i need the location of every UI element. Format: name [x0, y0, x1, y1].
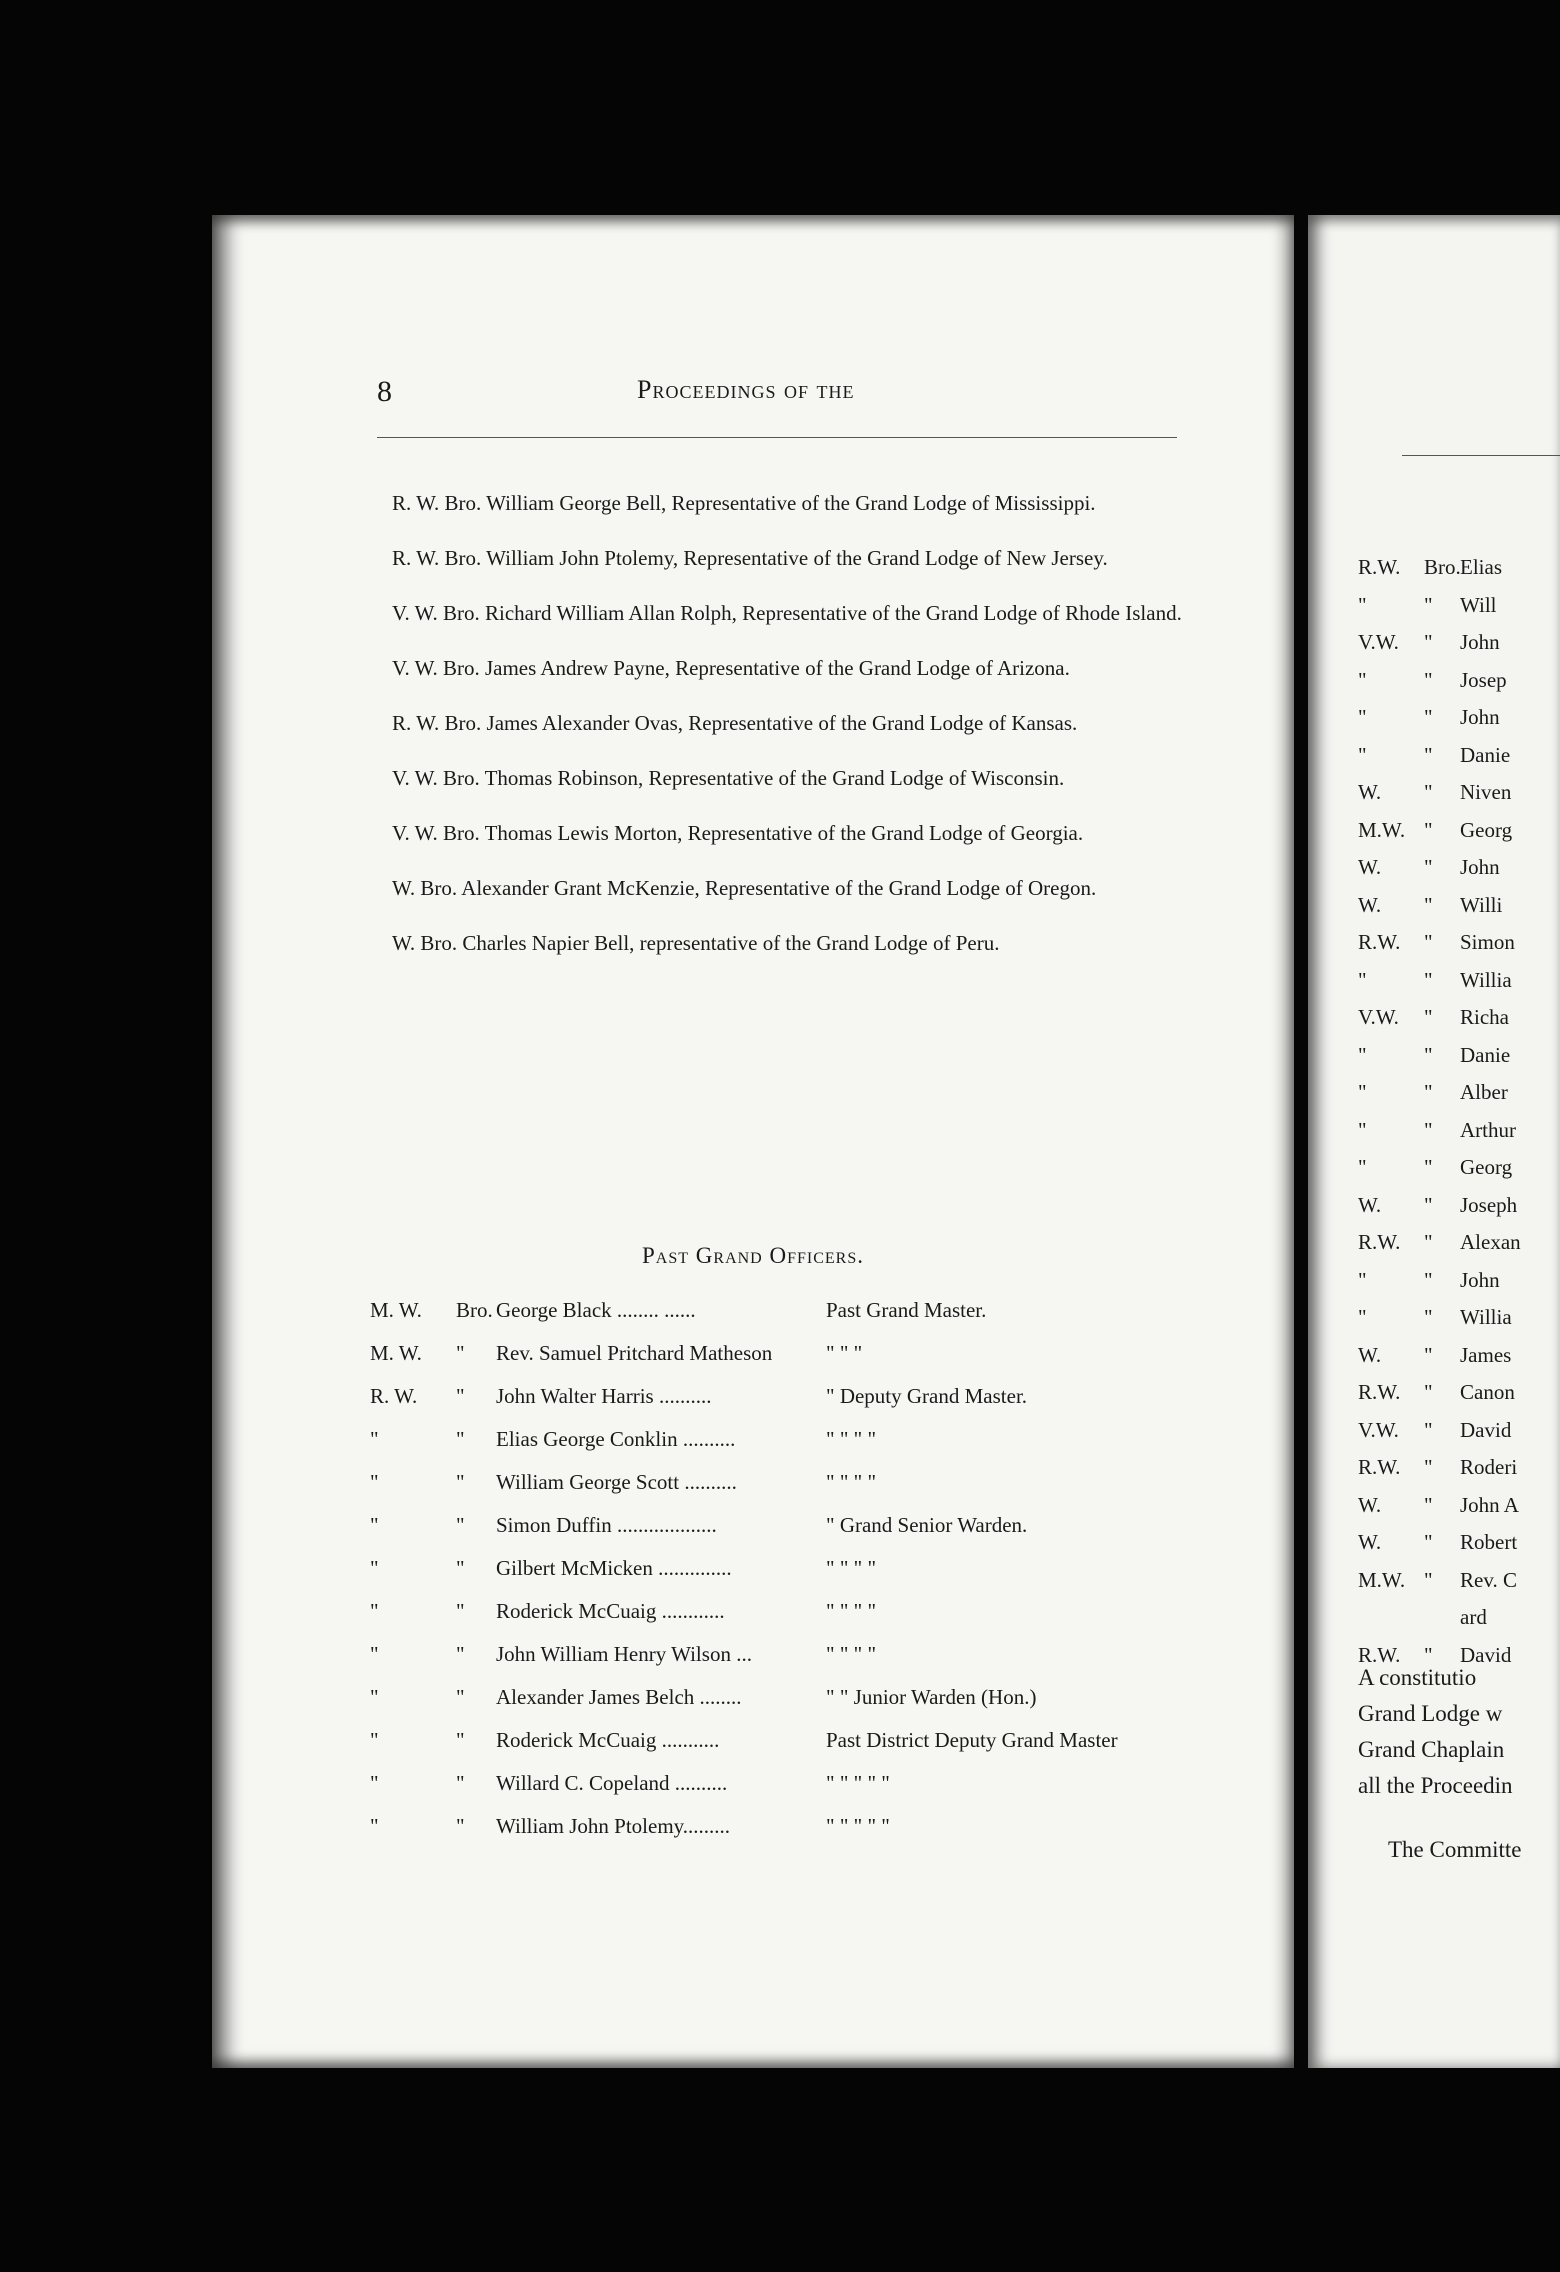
officer-name: John William Henry Wilson ... — [496, 1642, 752, 1666]
officer-row — [370, 1513, 1250, 1556]
right-name: Danie — [1460, 1042, 1511, 1067]
right-name: John — [1460, 855, 1500, 879]
officer-rank: M. W. — [370, 1298, 422, 1322]
right-name: Willia — [1460, 967, 1512, 992]
officer-bro: " — [456, 1341, 465, 1365]
right-rank: R.W. — [1358, 1455, 1401, 1479]
right-rank: " — [1358, 667, 1367, 692]
right-rank: V.W. — [1358, 630, 1399, 654]
right-bro: " — [1424, 780, 1433, 804]
officer-bro: " — [456, 1771, 465, 1795]
officer-rank: " — [370, 1599, 379, 1623]
right-bro: Bro. — [1424, 555, 1461, 579]
right-name: David — [1460, 1417, 1512, 1442]
representative-entry: R. W. Bro. William George Bell, Representative of the Grand Lodge of Mississippi. — [392, 491, 1096, 515]
officer-row — [370, 1341, 1250, 1384]
right-name: Elias — [1460, 555, 1502, 579]
officer-row — [370, 1728, 1250, 1771]
right-rank: M.W. — [1358, 1567, 1406, 1592]
right-name: Alexan — [1460, 1230, 1521, 1254]
right-name: Will — [1460, 592, 1497, 617]
right-bro: " — [1424, 1455, 1433, 1479]
right-name: Arthur — [1460, 1117, 1516, 1142]
officer-office: " " " " — [826, 1599, 877, 1623]
right-rank: R.W. — [1358, 1230, 1401, 1254]
officer-office: " " " " — [826, 1556, 877, 1580]
officer-name: William George Scott .......... — [496, 1470, 737, 1494]
officer-rank: " — [370, 1513, 379, 1537]
officer-rank: " — [370, 1814, 379, 1838]
right-bro: " — [1424, 1117, 1433, 1142]
right-bro: " — [1424, 1155, 1433, 1179]
right-name: Danie — [1460, 742, 1511, 767]
right-bro: " — [1424, 967, 1433, 992]
right-name: David — [1460, 1642, 1512, 1667]
officer-rank: M. W. — [370, 1341, 422, 1365]
officer-bro: " — [456, 1513, 465, 1537]
right-rank: R.W. — [1358, 930, 1401, 954]
officer-rank: " — [370, 1642, 379, 1666]
officer-rank: " — [370, 1556, 379, 1580]
right-bro: " — [1424, 592, 1433, 617]
officer-bro: " — [456, 1599, 465, 1623]
right-rank: " — [1358, 1267, 1367, 1292]
right-rank: R.W. — [1358, 1642, 1401, 1667]
representatives-list — [372, 465, 1202, 977]
representative-entry: R. W. Bro. William John Ptolemy, Representative of the Grand Lodge of New Jersey. — [392, 546, 1108, 570]
officer-row — [370, 1814, 1250, 1857]
officer-office: " " Junior Warden (Hon.) — [826, 1685, 1037, 1709]
right-bro: " — [1424, 1192, 1433, 1217]
representative-entry: W. Bro. Charles Napier Bell, representative of the Grand Lodge of Peru. — [392, 931, 1000, 955]
right-rank: " — [1358, 742, 1367, 767]
officer-rank: " — [370, 1728, 379, 1752]
right-bro: " — [1424, 1042, 1433, 1067]
right-bro: " — [1424, 1230, 1433, 1254]
right-name: John — [1460, 705, 1500, 729]
officer-rank: " — [370, 1427, 379, 1451]
right-name: James — [1460, 1342, 1512, 1367]
right-name: Canon — [1460, 1380, 1515, 1404]
right-name: Alber — [1460, 1080, 1508, 1104]
representative-entry: V. W. Bro. James Andrew Payne, Representative of the Grand Lodge of Arizona. — [392, 656, 1070, 680]
right-name: Georg — [1460, 817, 1513, 842]
right-bro: " — [1424, 1642, 1433, 1667]
right-name: Willia — [1460, 1305, 1512, 1329]
right-header-rule — [1402, 455, 1560, 456]
right-rank: W. — [1358, 892, 1382, 917]
officer-name: George Black ........ ...... — [496, 1298, 696, 1322]
right-bro: " — [1424, 1342, 1433, 1367]
right-name: Georg — [1460, 1155, 1513, 1179]
right-name: John — [1460, 1267, 1500, 1292]
officer-row — [370, 1599, 1250, 1642]
officer-bro: " — [456, 1384, 465, 1408]
right-rank: " — [1358, 1080, 1367, 1104]
officer-office: " " " " — [826, 1470, 877, 1494]
running-title: Proceedings of the — [637, 375, 855, 404]
right-name: Willi — [1460, 892, 1503, 917]
officer-bro: " — [456, 1642, 465, 1666]
right-name: John A — [1460, 1492, 1519, 1517]
right-rank: " — [1358, 592, 1367, 617]
right-bro: " — [1424, 742, 1433, 767]
officer-office: " " " " — [826, 1427, 877, 1451]
right-rank: R.W. — [1358, 555, 1401, 579]
officer-row — [370, 1298, 1250, 1341]
right-name: Joseph — [1460, 1192, 1518, 1217]
right-rank: V.W. — [1358, 1005, 1399, 1029]
officer-name: John Walter Harris .......... — [496, 1384, 712, 1408]
right-rank: W. — [1358, 1492, 1382, 1517]
right-bro: " — [1424, 1267, 1433, 1292]
officer-name: Roderick McCuaig ........... — [496, 1728, 720, 1752]
officer-rank: " — [370, 1685, 379, 1709]
right-rank: W. — [1358, 780, 1382, 804]
officer-office: " " " — [826, 1341, 863, 1365]
right-name: Richa — [1460, 1005, 1509, 1029]
right-name: Roderi — [1460, 1455, 1518, 1479]
officer-office: Past Grand Master. — [826, 1298, 987, 1322]
officer-bro: " — [456, 1556, 465, 1580]
officer-office: " " " " " — [826, 1771, 890, 1795]
right-bro: " — [1424, 1305, 1433, 1329]
officer-name: Alexander James Belch ........ — [496, 1685, 742, 1709]
right-bro: " — [1424, 705, 1433, 729]
officer-name: Willard C. Copeland .......... — [496, 1771, 728, 1795]
right-paragraph-line: A constitutio — [1358, 1665, 1477, 1690]
officer-rank: " — [370, 1470, 379, 1494]
officer-bro: " — [456, 1427, 465, 1451]
right-paragraph-line: Grand Chaplain — [1358, 1737, 1505, 1762]
right-name: John — [1460, 630, 1500, 654]
page-number: 8 — [377, 375, 392, 408]
right-last-line: The Committe — [1388, 1837, 1522, 1862]
right-rank: V.W. — [1358, 1417, 1399, 1442]
officer-row — [370, 1384, 1250, 1427]
officer-name: Roderick McCuaig ............ — [496, 1599, 725, 1623]
officer-name: Simon Duffin ................... — [496, 1513, 717, 1537]
representative-entry: V. W. Bro. Thomas Robinson, Representative of the Grand Lodge of Wisconsin. — [392, 766, 1065, 790]
officer-name: Gilbert McMicken .............. — [496, 1556, 732, 1580]
right-bro: " — [1424, 1080, 1433, 1104]
officer-bro: " — [456, 1470, 465, 1494]
right-rank: W. — [1358, 1342, 1382, 1367]
officer-bro: Bro. — [456, 1298, 493, 1322]
right-rank: " — [1358, 1042, 1367, 1067]
right-rank: W. — [1358, 1530, 1382, 1554]
representative-entry: V. W. Bro. Thomas Lewis Morton, Representative of the Grand Lodge of Georgia. — [392, 821, 1084, 845]
right-bro: " — [1424, 1417, 1433, 1442]
officer-office: " " " " — [826, 1642, 877, 1666]
right-rank: " — [1358, 967, 1367, 992]
representative-entry: R. W. Bro. James Alexander Ovas, Representative of the Grand Lodge of Kansas. — [392, 711, 1078, 735]
officer-row — [370, 1642, 1250, 1685]
officer-name: Rev. Samuel Pritchard Matheson — [496, 1341, 773, 1365]
right-bro: " — [1424, 817, 1433, 842]
officer-office: " Deputy Grand Master. — [826, 1384, 1028, 1408]
right-name: ard — [1460, 1605, 1487, 1629]
right-name: Rev. C — [1460, 1567, 1517, 1592]
right-bro: " — [1424, 630, 1433, 654]
right-bro: " — [1424, 1530, 1433, 1554]
left-page — [212, 215, 1294, 2068]
right-bro: " — [1424, 667, 1433, 692]
officer-rank: R. W. — [370, 1384, 418, 1408]
right-name: Niven — [1460, 780, 1512, 804]
right-bro: " — [1424, 892, 1433, 917]
right-name: Simon — [1460, 930, 1515, 954]
right-paragraph-line: Grand Lodge w — [1358, 1701, 1503, 1726]
officer-office: Past District Deputy Grand Master — [826, 1728, 1118, 1752]
officer-office: " Grand Senior Warden. — [826, 1513, 1028, 1537]
officer-office: " " " " " — [826, 1814, 890, 1838]
right-bro: " — [1424, 1005, 1433, 1029]
right-rank: " — [1358, 705, 1367, 729]
officer-row — [370, 1427, 1250, 1470]
right-bro: " — [1424, 855, 1433, 879]
right-bro: " — [1424, 1567, 1433, 1592]
right-bro: " — [1424, 1492, 1433, 1517]
past-officers-table — [370, 1298, 1250, 1857]
right-rank: W. — [1358, 855, 1382, 879]
right-bro: " — [1424, 1380, 1433, 1404]
right-rank: " — [1358, 1117, 1367, 1142]
officer-bro: " — [456, 1685, 465, 1709]
right-rank: W. — [1358, 1192, 1382, 1217]
officer-row — [370, 1470, 1250, 1513]
representative-entry: V. W. Bro. Richard William Allan Rolph, Representative of the Grand Lodge of Rhode Island. — [392, 601, 1182, 625]
officer-row — [370, 1556, 1250, 1599]
section-heading: Past Grand Officers. — [642, 1243, 864, 1268]
right-rank: " — [1358, 1305, 1367, 1329]
right-page — [1308, 215, 1560, 2068]
page-header — [377, 375, 1157, 415]
officer-bro: " — [456, 1728, 465, 1752]
right-name: Josep — [1460, 667, 1507, 692]
right-rank: M.W. — [1358, 817, 1406, 842]
officer-rank: " — [370, 1771, 379, 1795]
officer-row — [370, 1771, 1250, 1814]
officer-name: William John Ptolemy......... — [496, 1814, 731, 1838]
header-rule — [377, 437, 1177, 438]
officer-bro: " — [456, 1814, 465, 1838]
officer-row — [370, 1685, 1250, 1728]
right-name: Robert — [1460, 1530, 1518, 1554]
officer-name: Elias George Conklin .......... — [496, 1427, 736, 1451]
representative-entry: W. Bro. Alexander Grant McKenzie, Representative of the Grand Lodge of Oregon. — [392, 876, 1097, 900]
right-rank: R.W. — [1358, 1380, 1401, 1404]
right-rank: " — [1358, 1155, 1367, 1179]
right-bro: " — [1424, 930, 1433, 954]
right-paragraph-line: all the Proceedin — [1358, 1773, 1513, 1798]
